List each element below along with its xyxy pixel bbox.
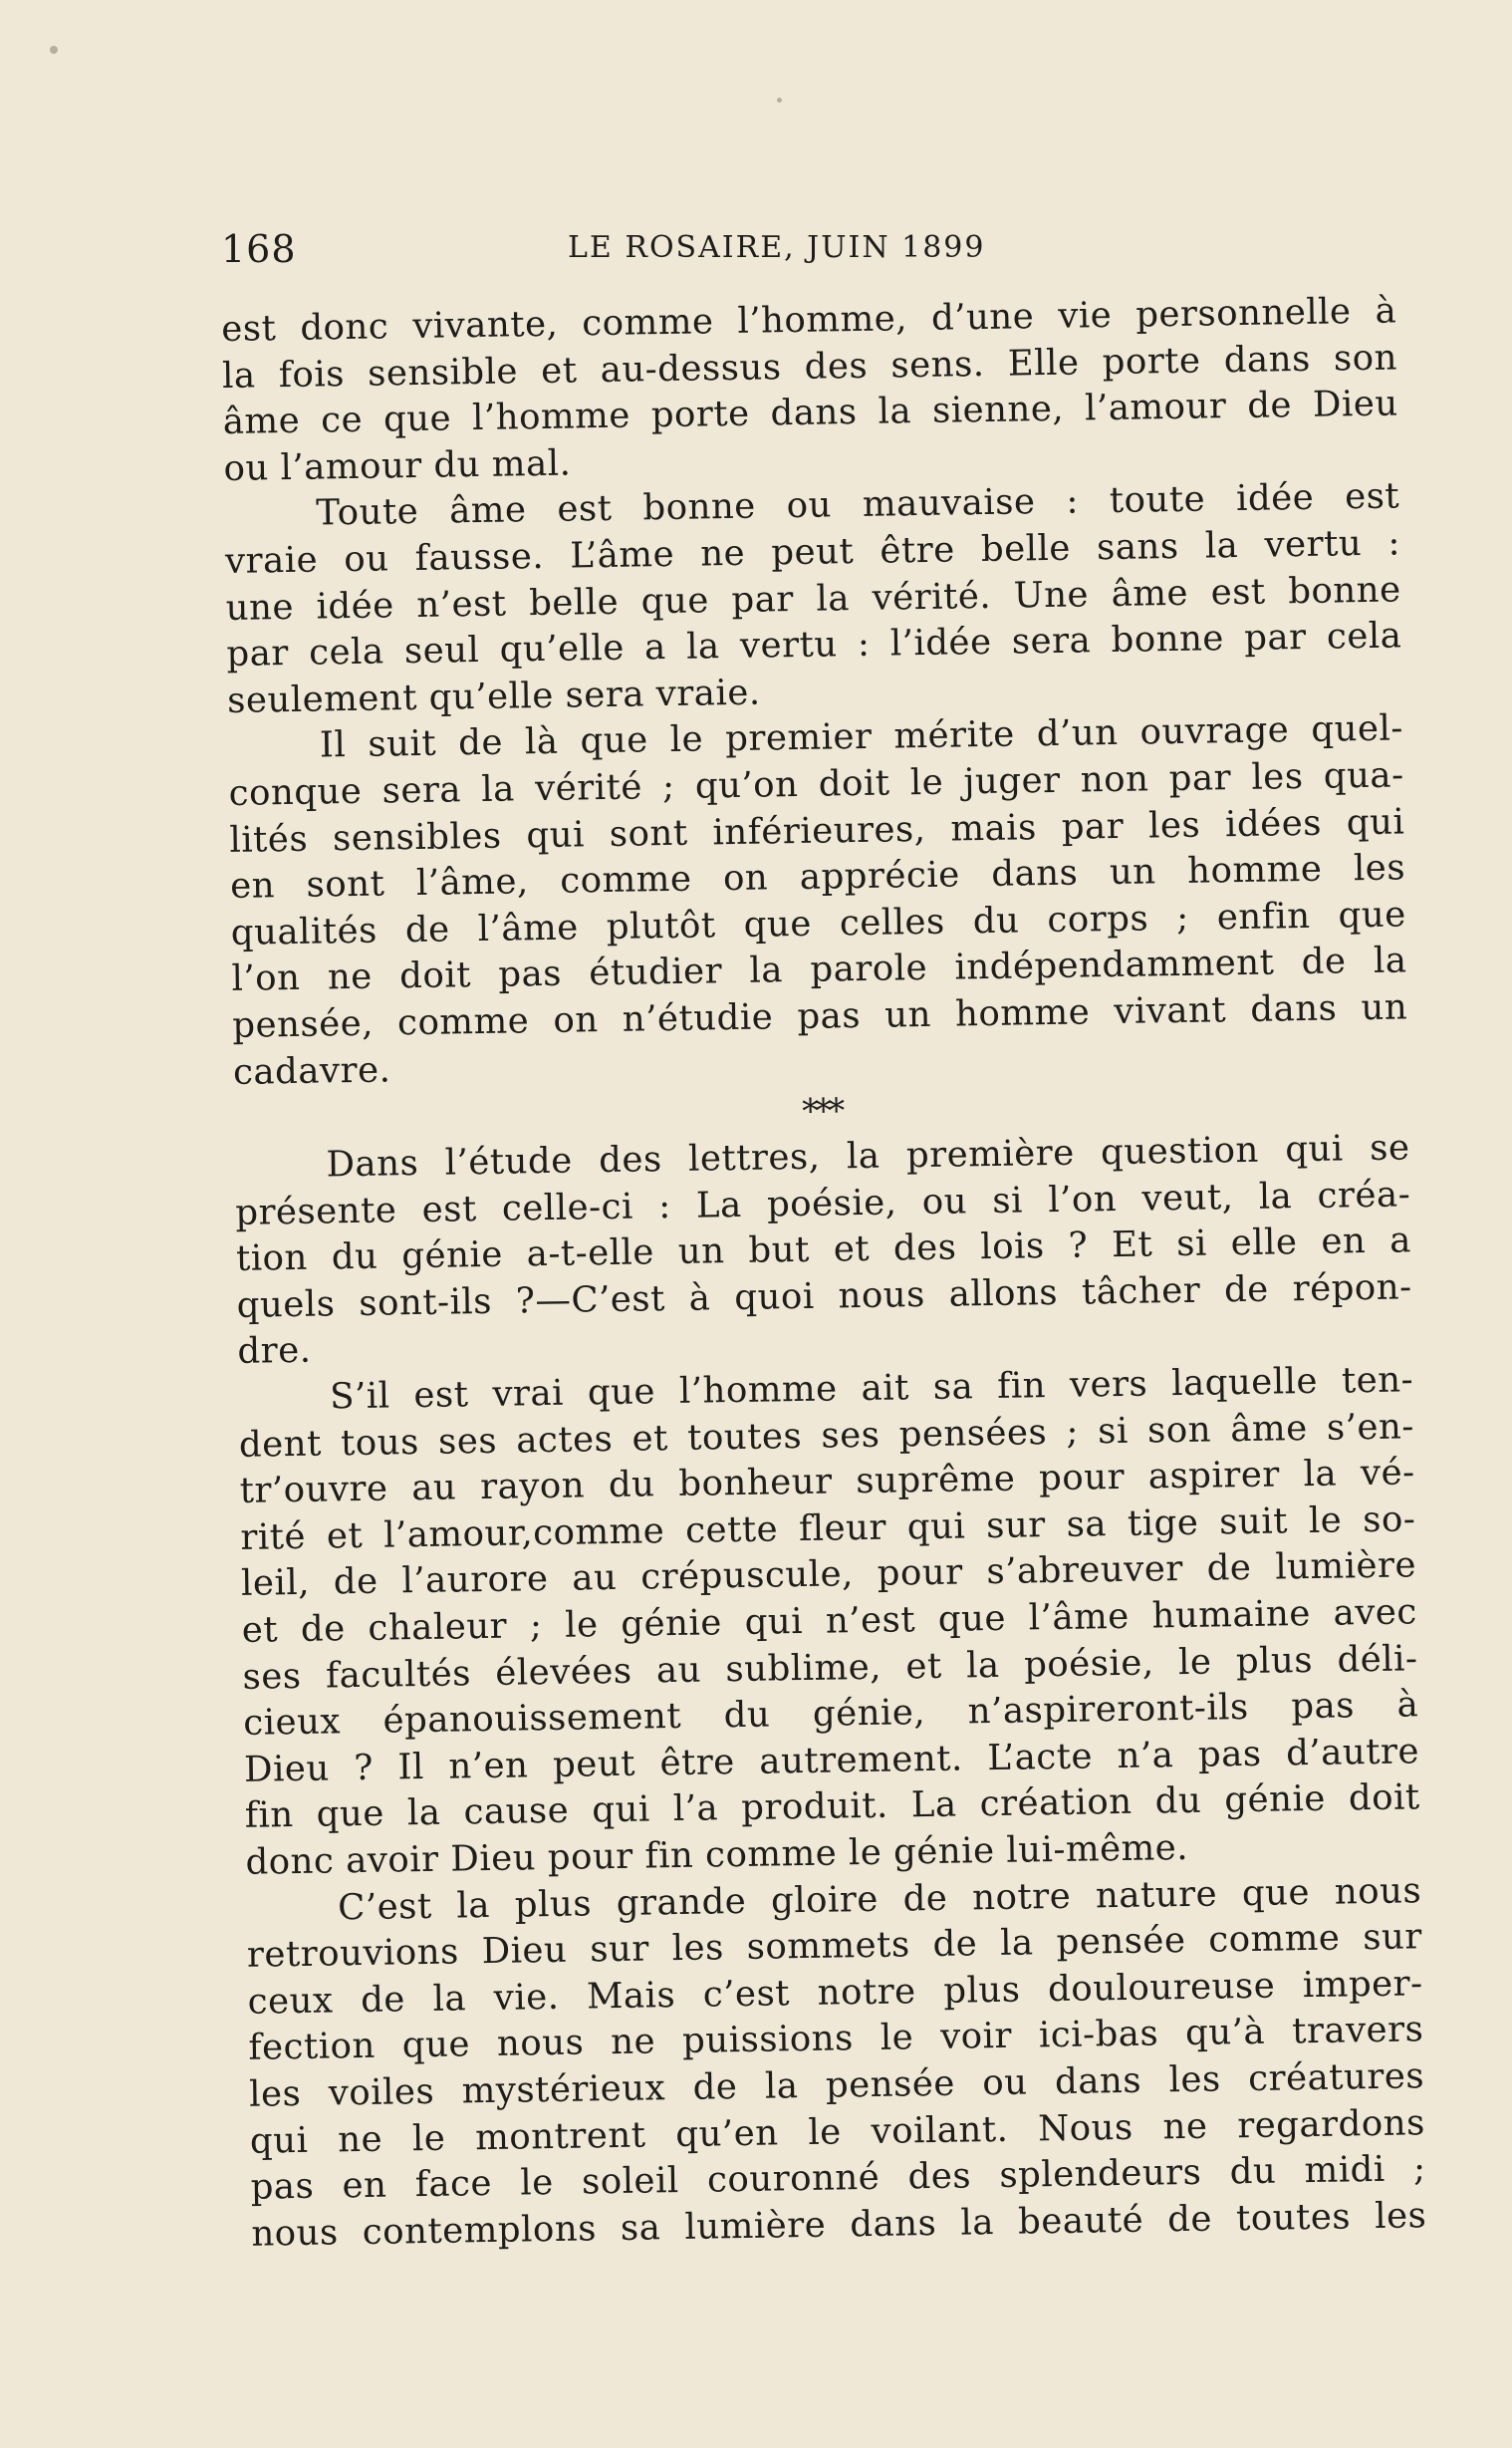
paragraph bbox=[234, 1125, 1413, 1375]
running-head bbox=[221, 227, 1038, 279]
text-line: vraie ou fausse. L’âme ne peut être belle sans la vertu : bbox=[224, 522, 1401, 582]
text-line: conque sera la vérité ; qu’on doit le juger non par les qua- bbox=[228, 754, 1404, 814]
text-line: tr’ouvre au rayon du bonheur suprême pour aspirer la vé- bbox=[239, 1452, 1415, 1512]
text-line: présente est celle-ci : La poésie, ou si l’on veut, la créa- bbox=[234, 1174, 1411, 1233]
text-line: dent tous ses actes et toutes ses pensées ; si son âme s’en- bbox=[238, 1405, 1415, 1466]
text-line: cieux épanouissement du génie, n’aspireront-ils pas à bbox=[243, 1684, 1419, 1745]
text-line: âme ce que l’homme porte dans la sienne, l’amour de Dieu bbox=[222, 383, 1398, 443]
text-line: tion du génie a-t-elle un but et des lois ? Et si elle en a bbox=[235, 1220, 1412, 1280]
section-separator: *** bbox=[801, 1091, 842, 1133]
text-line: retrouvions Dieu sur les sommets de la pensée comme sur bbox=[246, 1916, 1423, 1976]
text-line: les voiles mystérieux de la pensée ou dans les créatures bbox=[248, 2055, 1425, 2115]
text-line: par cela seul qu’elle a la vertu : l’idée sera bonne par cela bbox=[226, 615, 1402, 676]
running-title: LE ROSAIRE, JUIN 1899 bbox=[568, 230, 986, 265]
text-line: donc avoir Dieu pour fin comme le génie lui-même. bbox=[245, 1826, 1189, 1883]
text-line: C’est la plus grande gloire de notre nature que nous bbox=[337, 1869, 1422, 1928]
text-line: lités sensibles qui sont inférieures, mais par les idées qui bbox=[229, 800, 1405, 861]
paragraph bbox=[224, 474, 1403, 724]
text-line: S’il est vrai que l’homme ait sa fin vers laquelle ten- bbox=[329, 1359, 1414, 1418]
text-line: nous contemplons sa lumière dans la beauté de toutes les bbox=[251, 2194, 1427, 2255]
text-line: et de chaleur ; le génie qui n’est que l’âme humaine avec bbox=[241, 1591, 1418, 1651]
text-line: pensée, comme on n’étudie pas un homme vivant dans un bbox=[232, 986, 1408, 1046]
text-line: l’on ne doit pas étudier la parole indépendamment de la bbox=[231, 940, 1407, 1000]
text-line: qui ne le montrent qu’en le voilant. Nous ne regardons bbox=[249, 2101, 1426, 2162]
text-line: leil, de l’aurore au crépuscule, pour s’abreuver de lumière bbox=[240, 1544, 1417, 1605]
text-line: est donc vivante, comme l’homme, d’une vie personnelle à bbox=[221, 290, 1397, 350]
paragraph bbox=[221, 288, 1399, 492]
text-line: dre. bbox=[237, 1330, 312, 1373]
text-line: rité et l’amour,comme cette fleur qui sur sa tige suit le so- bbox=[240, 1498, 1416, 1558]
text-line: une idée n’est belle que par la vérité. Une âme est bonne bbox=[225, 568, 1401, 629]
text-line: ceux de la vie. Mais c’est notre plus douloureuse imper- bbox=[247, 1963, 1423, 2023]
text-line: cadavre. bbox=[232, 1048, 391, 1093]
paper-speck bbox=[50, 46, 58, 54]
text-line: ou l’amour du mal. bbox=[223, 442, 572, 489]
text-line: fin que la cause qui l’a produit. La création du génie doit bbox=[244, 1776, 1420, 1837]
page-number: 168 bbox=[221, 227, 297, 271]
text-line: Dans l’étude des lettres, la première question qui se bbox=[326, 1127, 1410, 1186]
text-line: fection que nous ne puissions le voir ici-bas qu’à travers bbox=[248, 2009, 1424, 2069]
paper-speck bbox=[777, 98, 782, 103]
text-line: en sont l’âme, comme on apprécie dans un homme les bbox=[229, 847, 1406, 908]
paragraph bbox=[246, 1868, 1427, 2258]
paragraph bbox=[238, 1357, 1421, 1886]
text-line: Dieu ? Il n’en peut être autrement. L’acte n’a pas d’autre bbox=[243, 1731, 1420, 1790]
body-text bbox=[221, 288, 1427, 2258]
text-line: pas en face le soleil couronné des splendeurs du midi ; bbox=[250, 2148, 1426, 2208]
text-line: qualités de l’âme plutôt que celles du corps ; enfin que bbox=[230, 894, 1407, 953]
text-line: la fois sensible et au-dessus des sens. Elle porte dans son bbox=[221, 337, 1398, 397]
text-line: Toute âme est bonne ou mauvaise : toute idée est bbox=[315, 475, 1400, 534]
paragraph bbox=[228, 706, 1409, 1096]
text-line: quels sont-ils ?—C’est à quoi nous allons tâcher de répon- bbox=[236, 1266, 1412, 1326]
text-line: ses facultés élevées au sublime, et la poésie, le plus déli- bbox=[242, 1637, 1418, 1698]
text-line: Il suit de là que le premier mérite d’un ouvrage quel- bbox=[319, 707, 1404, 766]
text-line: seulement qu’elle sera vraie. bbox=[226, 672, 761, 721]
